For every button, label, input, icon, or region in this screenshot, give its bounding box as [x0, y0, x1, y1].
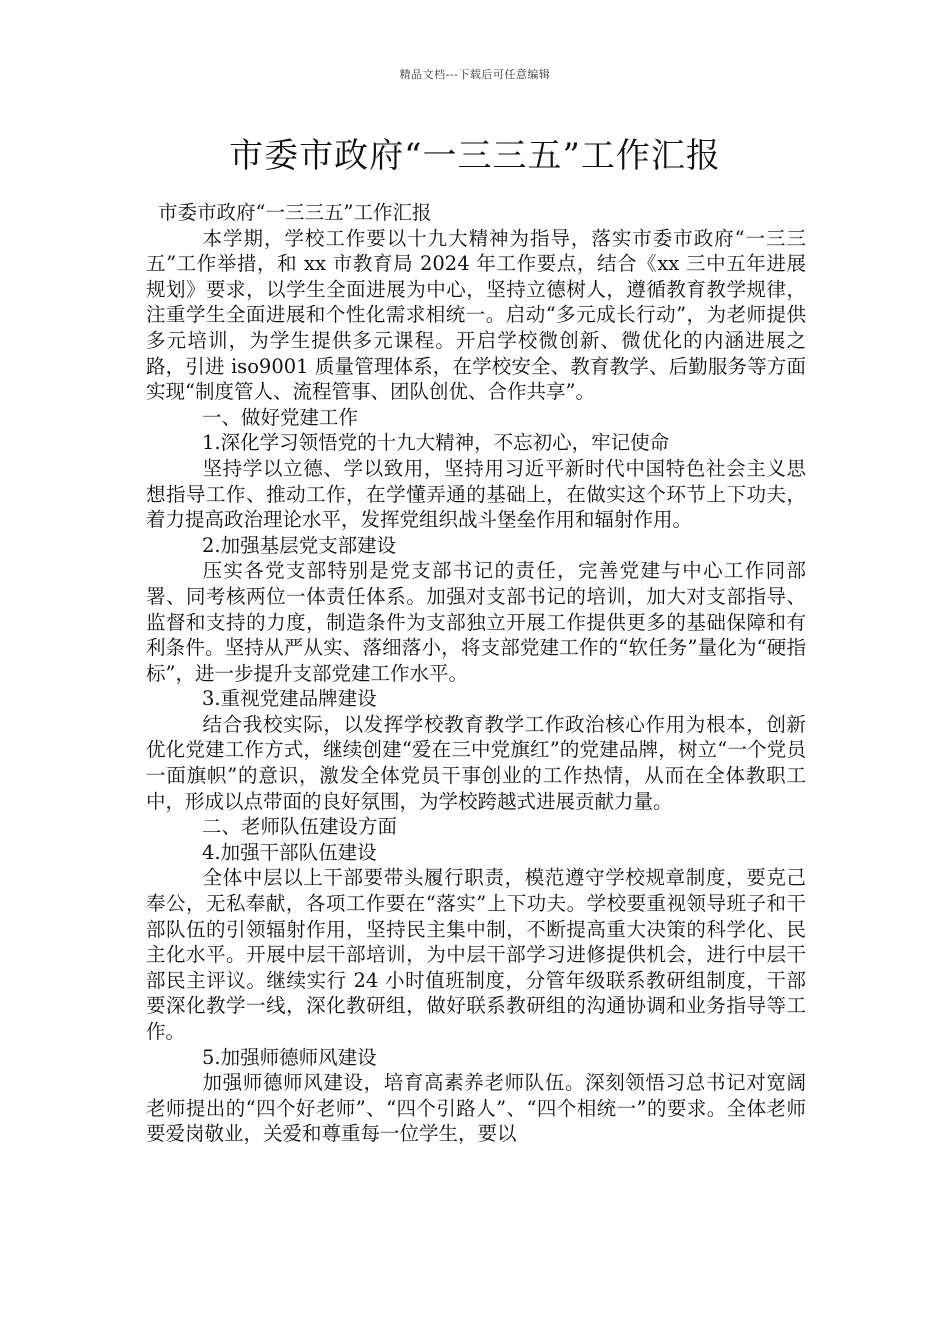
header-note: 精品文档---下载后可任意编辑: [399, 68, 551, 81]
subsection-heading: 2.加强基层党支部建设: [202, 533, 397, 557]
document-body: [146, 200, 806, 1147]
paragraph: 结合我校实际，以发挥学校教育教学工作政治核心作用为根本，创新优化党建工作方式，继续创建“爱在三中党旗红”的党建品牌，树立“一个党员一面旗帜”的意识，激发全体党员干事创业的工作热情，从而在全体教职工中，形成以点带面的良好氛围，为学校跨越式进展贡献力量。: [146, 712, 806, 813]
paragraph: 坚持学以立德、学以致用，坚持用习近平新时代中国特色社会主义思想指导工作、推动工作，在学懂弄通的基础上，在做实这个环节上下功夫，着力提高政治理论水平，发挥党组织战斗堡垒作用和辐射作用。: [146, 456, 806, 532]
subsection-heading: 5.加强师德师风建设: [202, 1045, 377, 1069]
section-heading: 一、做好党建工作: [202, 405, 359, 429]
paragraph: 全体中层以上干部要带头履行职责，模范遵守学校规章制度，要克己奉公，无私奉献，各项工作要在“落实”上下功夫。学校要重视领导班子和干部队伍的引领辐射作用，坚持民主集中制，不断提高重大决策的科学化、民主化水平。开展中层干部培训，为中层干部学习进修提供机会，进行中层干部民主评议。继续实行 24 小时值班制度，分管年级联系教研组制度，干部要深化教学一线，深化教研组，做好联系教研组的沟通协调和业务指导等工作。: [146, 866, 806, 1043]
section-heading: 二、老师队伍建设方面: [202, 815, 398, 839]
document-title: 市委市政府“一三三五”工作汇报: [229, 136, 721, 176]
paragraph: 压实各党支部特别是党支部书记的责任，完善党建与中心工作同部署、同考核两位一体责任体系。加强对支部书记的培训，加大对支部指导、监督和支持的力度，制造条件为支部独立开展工作提供更多的基础保障和有利条件。坚持从严从实、落细落小，将支部党建工作的“软任务”量化为“硬指标”，进一步提升支部党建工作水平。: [146, 559, 806, 685]
subsection-heading: 3.重视党建品牌建设: [202, 687, 377, 711]
document-subtitle: 市委市政府“一三三五”工作汇报: [158, 201, 432, 224]
subsection-heading: 4.加强干部队伍建设: [202, 840, 377, 864]
paragraph: 加强师德师风建设，培育高素养老师队伍。深刻领悟习总书记对宽阔老师提出的“四个好老师”、“四个引路人”、“四个相统一”的要求。全体老师要爱岗敬业，关爱和尊重每一位学生，要以: [146, 1071, 806, 1146]
subsection-heading: 1.深化学习领悟党的十九大精神，不忘初心，牢记使命: [202, 431, 670, 455]
paragraph: 本学期，学校工作要以十九大精神为指导，落实市委市政府“一三三五”工作举措，和 xx 市教育局 2024 年工作要点，结合《xx 三中五年进展规划》要求，以学生全面进展为中心，坚持立德树人，遵循教育教学规律，注重学生全面进展和个性化需求相统一。启动“多元成长行动”，为老师提供多元培训，为学生提供多元课程。开启学校微创新、微优化的内涵进展之路，引进 iso9001 质量管理体系，在学校安全、教育教学、后勤服务等方面实现“制度管人、流程管事、团队创优、合作共享”。: [146, 226, 806, 404]
